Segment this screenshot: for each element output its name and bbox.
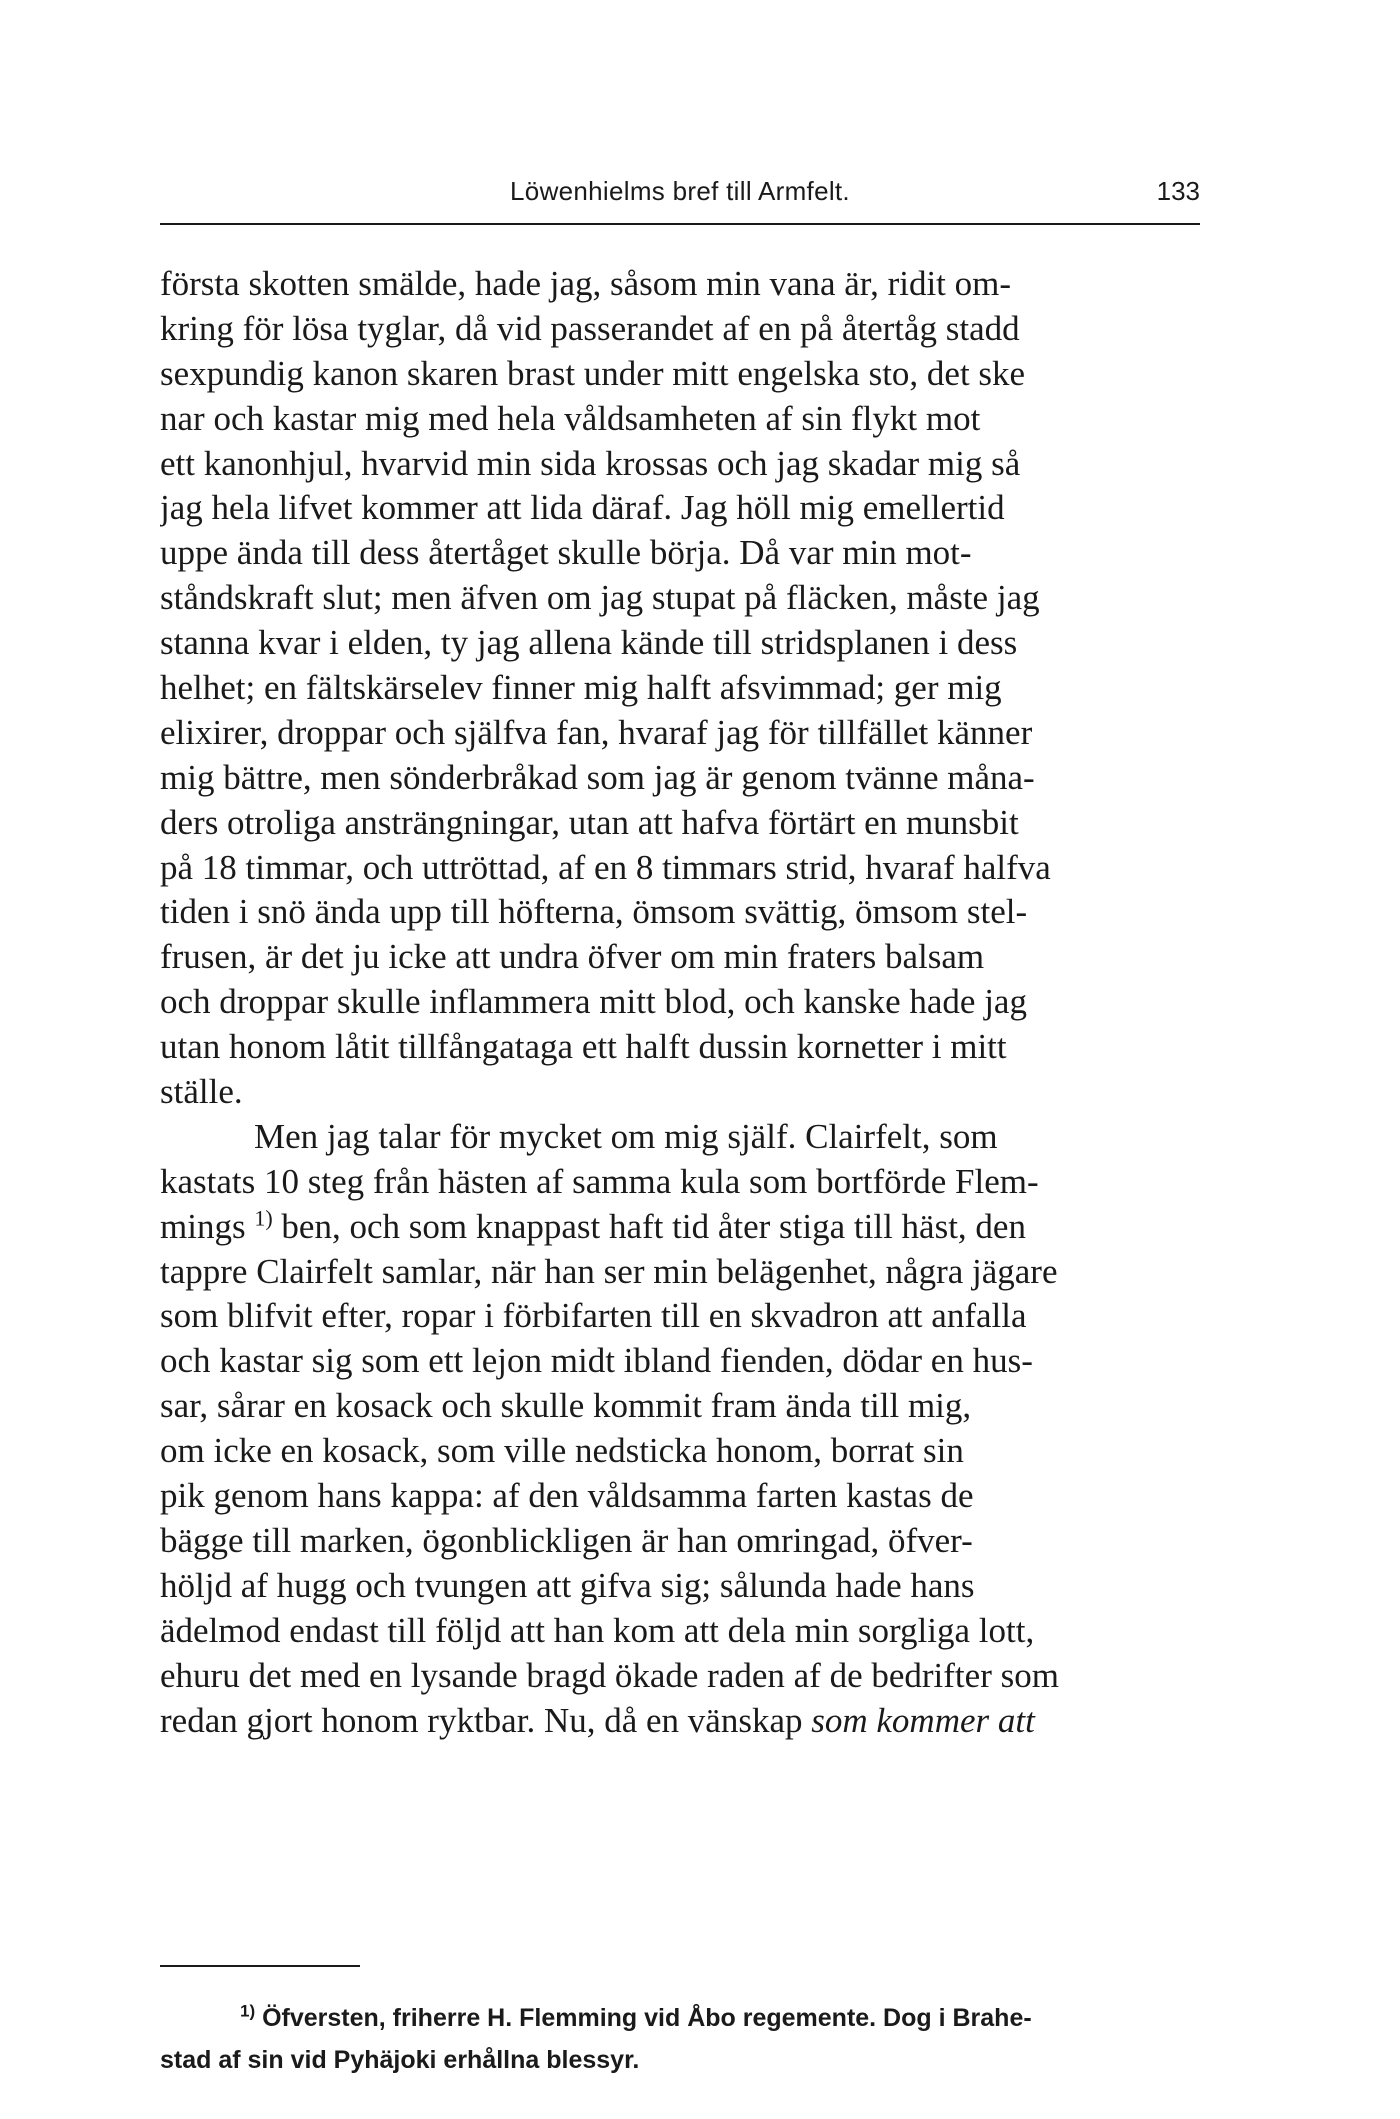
footnote-reference[interactable]: 1) <box>254 1205 273 1231</box>
header-rule <box>160 223 1200 225</box>
body-text <box>160 262 1200 1743</box>
text-line: tiden i snö ända upp till höfterna, ömsom svättig, ömsom stel- <box>160 892 1028 932</box>
text-line: tappre Clairfelt samlar, när han ser min belägenhet, några jägare <box>160 1251 1058 1291</box>
text-line: stanna kvar i elden, ty jag allena kände till stridsplanen i dess <box>160 623 1018 663</box>
text-line: första skotten smälde, hade jag, såsom min vana är, ridit om- <box>160 264 1012 303</box>
text-line: nar och kastar mig med hela våldsamheten af sin flykt mot <box>160 398 981 438</box>
text-line: jag hela lifvet kommer att lida däraf. Jag höll mig emellertid <box>160 488 1005 528</box>
text-line: elixirer, droppar och själfva fan, hvaraf jag för tillfället känner <box>160 712 1033 752</box>
page-number: 133 <box>1156 176 1200 206</box>
text-line: ders otroliga ansträngningar, utan att hafva förtärt en munsbit <box>160 802 1019 842</box>
text-line: som blifvit efter, ropar i förbifarten till en skvadron att anfalla <box>160 1296 1027 1336</box>
text-line: kastats 10 steg från hästen af samma kula som bortförde Flem- <box>160 1161 1039 1201</box>
text-line: helhet; en fältskärselev finner mig halft afsvimmad; ger mig <box>160 668 1002 708</box>
page-header <box>160 176 1200 216</box>
text-line: Men jag talar för mycket om mig själf. Clairfelt, som <box>254 1116 998 1156</box>
text-line: frusen, är det ju icke att undra öfver om min fraters balsam <box>160 937 985 977</box>
footnote-line <box>160 1997 1200 2039</box>
text-line: bägge till marken, ögonblickligen är han omringad, öfver- <box>160 1520 973 1560</box>
footnote-rule <box>160 1965 360 1967</box>
text-line: om icke en kosack, som ville nedsticka honom, borrat sin <box>160 1431 964 1471</box>
text-line: sar, sårar en kosack och skulle kommit fram ända till mig, <box>160 1386 972 1426</box>
text-line: ehuru det med en lysande bragd ökade raden af de bedrifter som <box>160 1655 1059 1695</box>
text-line: ädelmod endast till följd att han kom att dela min sorgliga lott, <box>160 1610 1035 1650</box>
text-fragment: redan gjort honom ryktbar. Nu, då en vänskap <box>160 1700 803 1740</box>
text-line: utan honom låtit tillfångataga ett halft dussin kornetter i mitt <box>160 1027 1007 1067</box>
footnote-marker: 1) <box>240 2001 256 2021</box>
italic-text: som kommer att <box>811 1700 1035 1740</box>
footnote <box>160 1997 1200 2081</box>
text-line <box>160 1699 1200 1744</box>
text-line: höljd af hugg och tvungen att gifva sig; sålunda hade hans <box>160 1565 975 1605</box>
text-line: ställe. <box>160 1072 243 1112</box>
footnote-line: stad af sin vid Pyhäjoki erhållna blessyr. <box>160 2046 640 2074</box>
text-line: pik genom hans kappa: af den våldsamma farten kastas de <box>160 1476 974 1516</box>
text-line <box>160 1205 1200 1250</box>
text-line: ståndskraft slut; men äfven om jag stupat på fläcken, måste jag <box>160 578 1040 618</box>
text-fragment: mings <box>160 1206 246 1246</box>
text-line: mig bättre, men sönderbråkad som jag är genom tvänne måna- <box>160 757 1035 797</box>
running-title: Löwenhielms bref till Armfelt. <box>510 176 850 206</box>
text-fragment: ben, och som knappast haft tid åter stiga till häst, den <box>281 1206 1026 1246</box>
footnote-text: Öfversten, friherre H. Flemming vid Åbo regemente. Dog i Brahe- <box>262 2004 1032 2032</box>
text-line: och droppar skulle inflammera mitt blod, och kanske hade jag <box>160 982 1027 1022</box>
text-line: sexpundig kanon skaren brast under mitt engelska sto, det ske <box>160 353 1026 393</box>
text-line: och kastar sig som ett lejon midt ibland fienden, dödar en hus- <box>160 1341 1033 1381</box>
text-line: ett kanonhjul, hvarvid min sida krossas och jag skadar mig så <box>160 443 1021 483</box>
text-line: kring för lösa tyglar, då vid passerandet af en på återtåg stadd <box>160 308 1020 348</box>
text-line: på 18 timmar, och uttröttad, af en 8 timmars strid, hvaraf halfva <box>160 847 1051 887</box>
text-line: uppe ända till dess återtåget skulle börja. Då var min mot- <box>160 533 972 573</box>
